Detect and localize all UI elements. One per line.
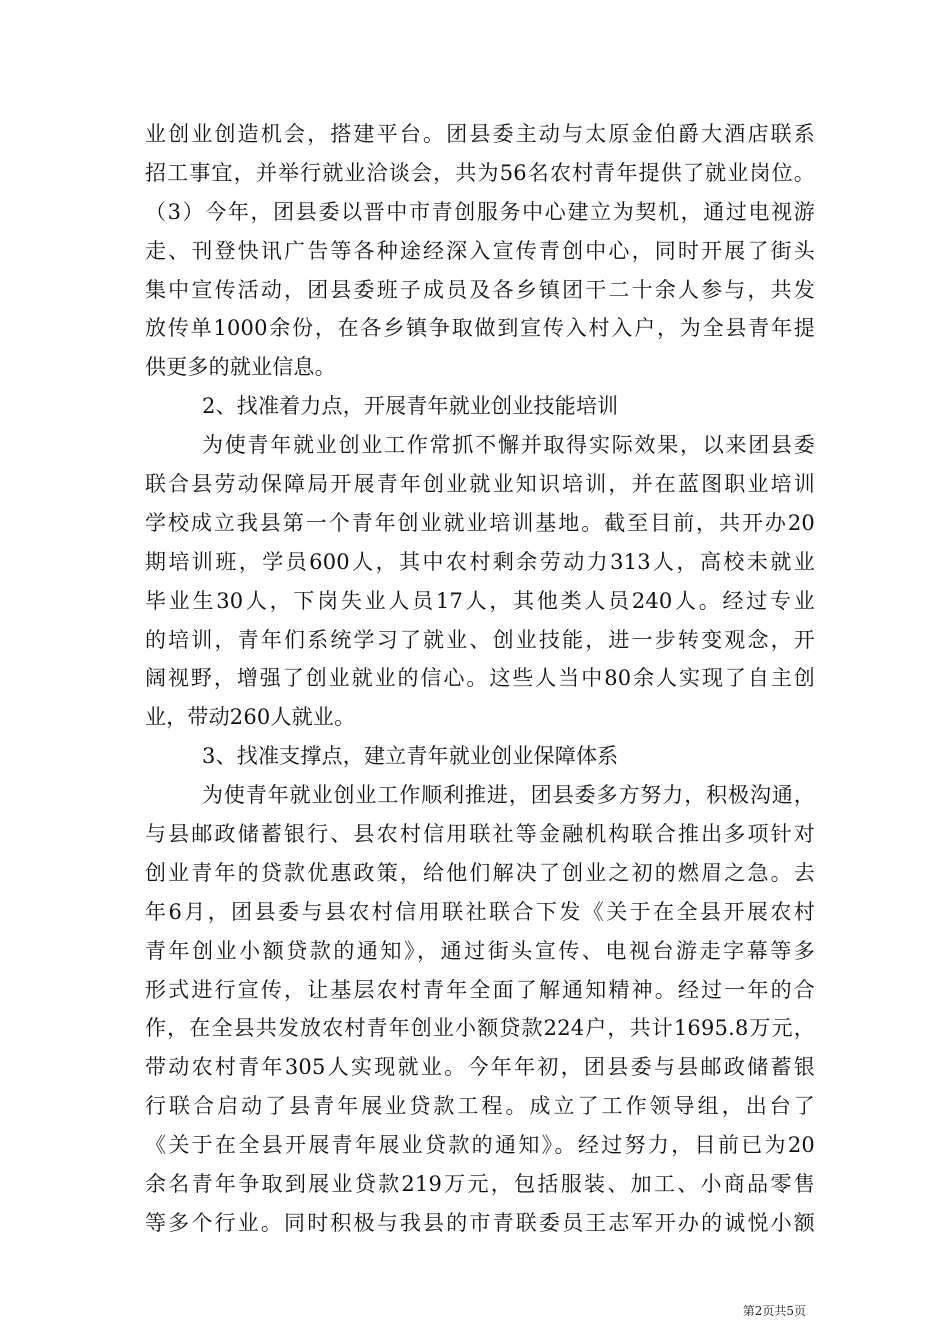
text-line: 业，带动260人就业。: [145, 705, 356, 730]
text-line: 青年创业小额贷款的通知》，通过街头宣传、电视台游走字幕等多: [145, 938, 815, 963]
text-line: 等多个行业。同时积极与我县的市青联委员王志军开办的诚悦小额: [145, 1210, 815, 1235]
section-heading: 3、找准支撑点，建立青年就业创业保障体系: [202, 744, 619, 769]
text-line: 学校成立我县第一个青年创业就业培训基地。截至目前，共开办20: [145, 510, 815, 535]
text-line: 招工事宜，并举行就业洽谈会，共为56名农村青年提供了就业岗位。: [145, 160, 815, 185]
text-line: 业创业创造机会，搭建平台。团县委主动与太原金伯爵大酒店联系: [145, 122, 815, 146]
text-line: 阔视野，增强了创业就业的信心。这些人当中80余人实现了自主创: [145, 666, 815, 691]
text-line: 的培训，青年们系统学习了就业、创业技能，进一步转变观念，开: [145, 627, 815, 652]
text-line: 作，在全县共发放农村青年创业小额贷款224户，共计1695.8万元，: [145, 1016, 815, 1041]
section-heading: 2、找准着力点，开展青年就业创业技能培训: [202, 394, 619, 419]
document-body: [145, 115, 815, 1243]
text-line: 为使青年就业创业工作顺利推进，团县委多方努力，积极沟通，: [202, 783, 815, 808]
text-line: 创业青年的贷款优惠政策，给他们解决了创业之初的燃眉之急。去: [145, 860, 815, 885]
text-line: 带动农村青年305人实现就业。今年年初，团县委与县邮政储蓄银: [145, 1055, 815, 1080]
text-line: 联合县劳动保障局开展青年创业就业知识培训，并在蓝图职业培训: [145, 472, 815, 497]
page-number: 第2页共5页: [742, 1304, 806, 1318]
text-line: 与县邮政储蓄银行、县农村信用联社等金融机构联合推出多项针对: [145, 822, 815, 847]
text-line: 为使青年就业创业工作常抓不懈并取得实际效果，以来团县委: [202, 433, 815, 458]
text-line: 放传单1000余份，在各乡镇争取做到宣传入村入户，为全县青年提: [145, 316, 815, 341]
text-line: 期培训班，学员600人，其中农村剩余劳动力313人，高校未就业: [145, 549, 815, 574]
text-line: 供更多的就业信息。: [145, 355, 336, 380]
text-line: 形式进行宣传，让基层农村青年全面了解通知精神。经过一年的合: [145, 977, 815, 1002]
text-line: （3）今年，团县委以晋中市青创服务中心建立为契机，通过电视游: [145, 199, 815, 224]
text-line: 行联合启动了县青年展业贷款工程。成立了工作领导组，出台了: [145, 1094, 815, 1119]
text-line: 走、刊登快讯广告等各种途经深入宣传青创中心，同时开展了街头: [145, 238, 815, 263]
text-line: 集中宣传活动，团县委班子成员及各乡镇团干二十余人参与，共发: [145, 277, 815, 302]
text-line: 余名青年争取到展业贷款219万元，包括服装、加工、小商品零售: [145, 1172, 815, 1197]
text-line: 年6月，团县委与县农村信用联社联合下发《关于在全县开展农村: [145, 899, 815, 924]
text-line: 《关于在全县开展青年展业贷款的通知》。经过努力，目前已为20: [145, 1133, 815, 1158]
text-line: 毕业生30人，下岗失业人员17人，其他类人员240人。经过专业: [145, 588, 815, 613]
